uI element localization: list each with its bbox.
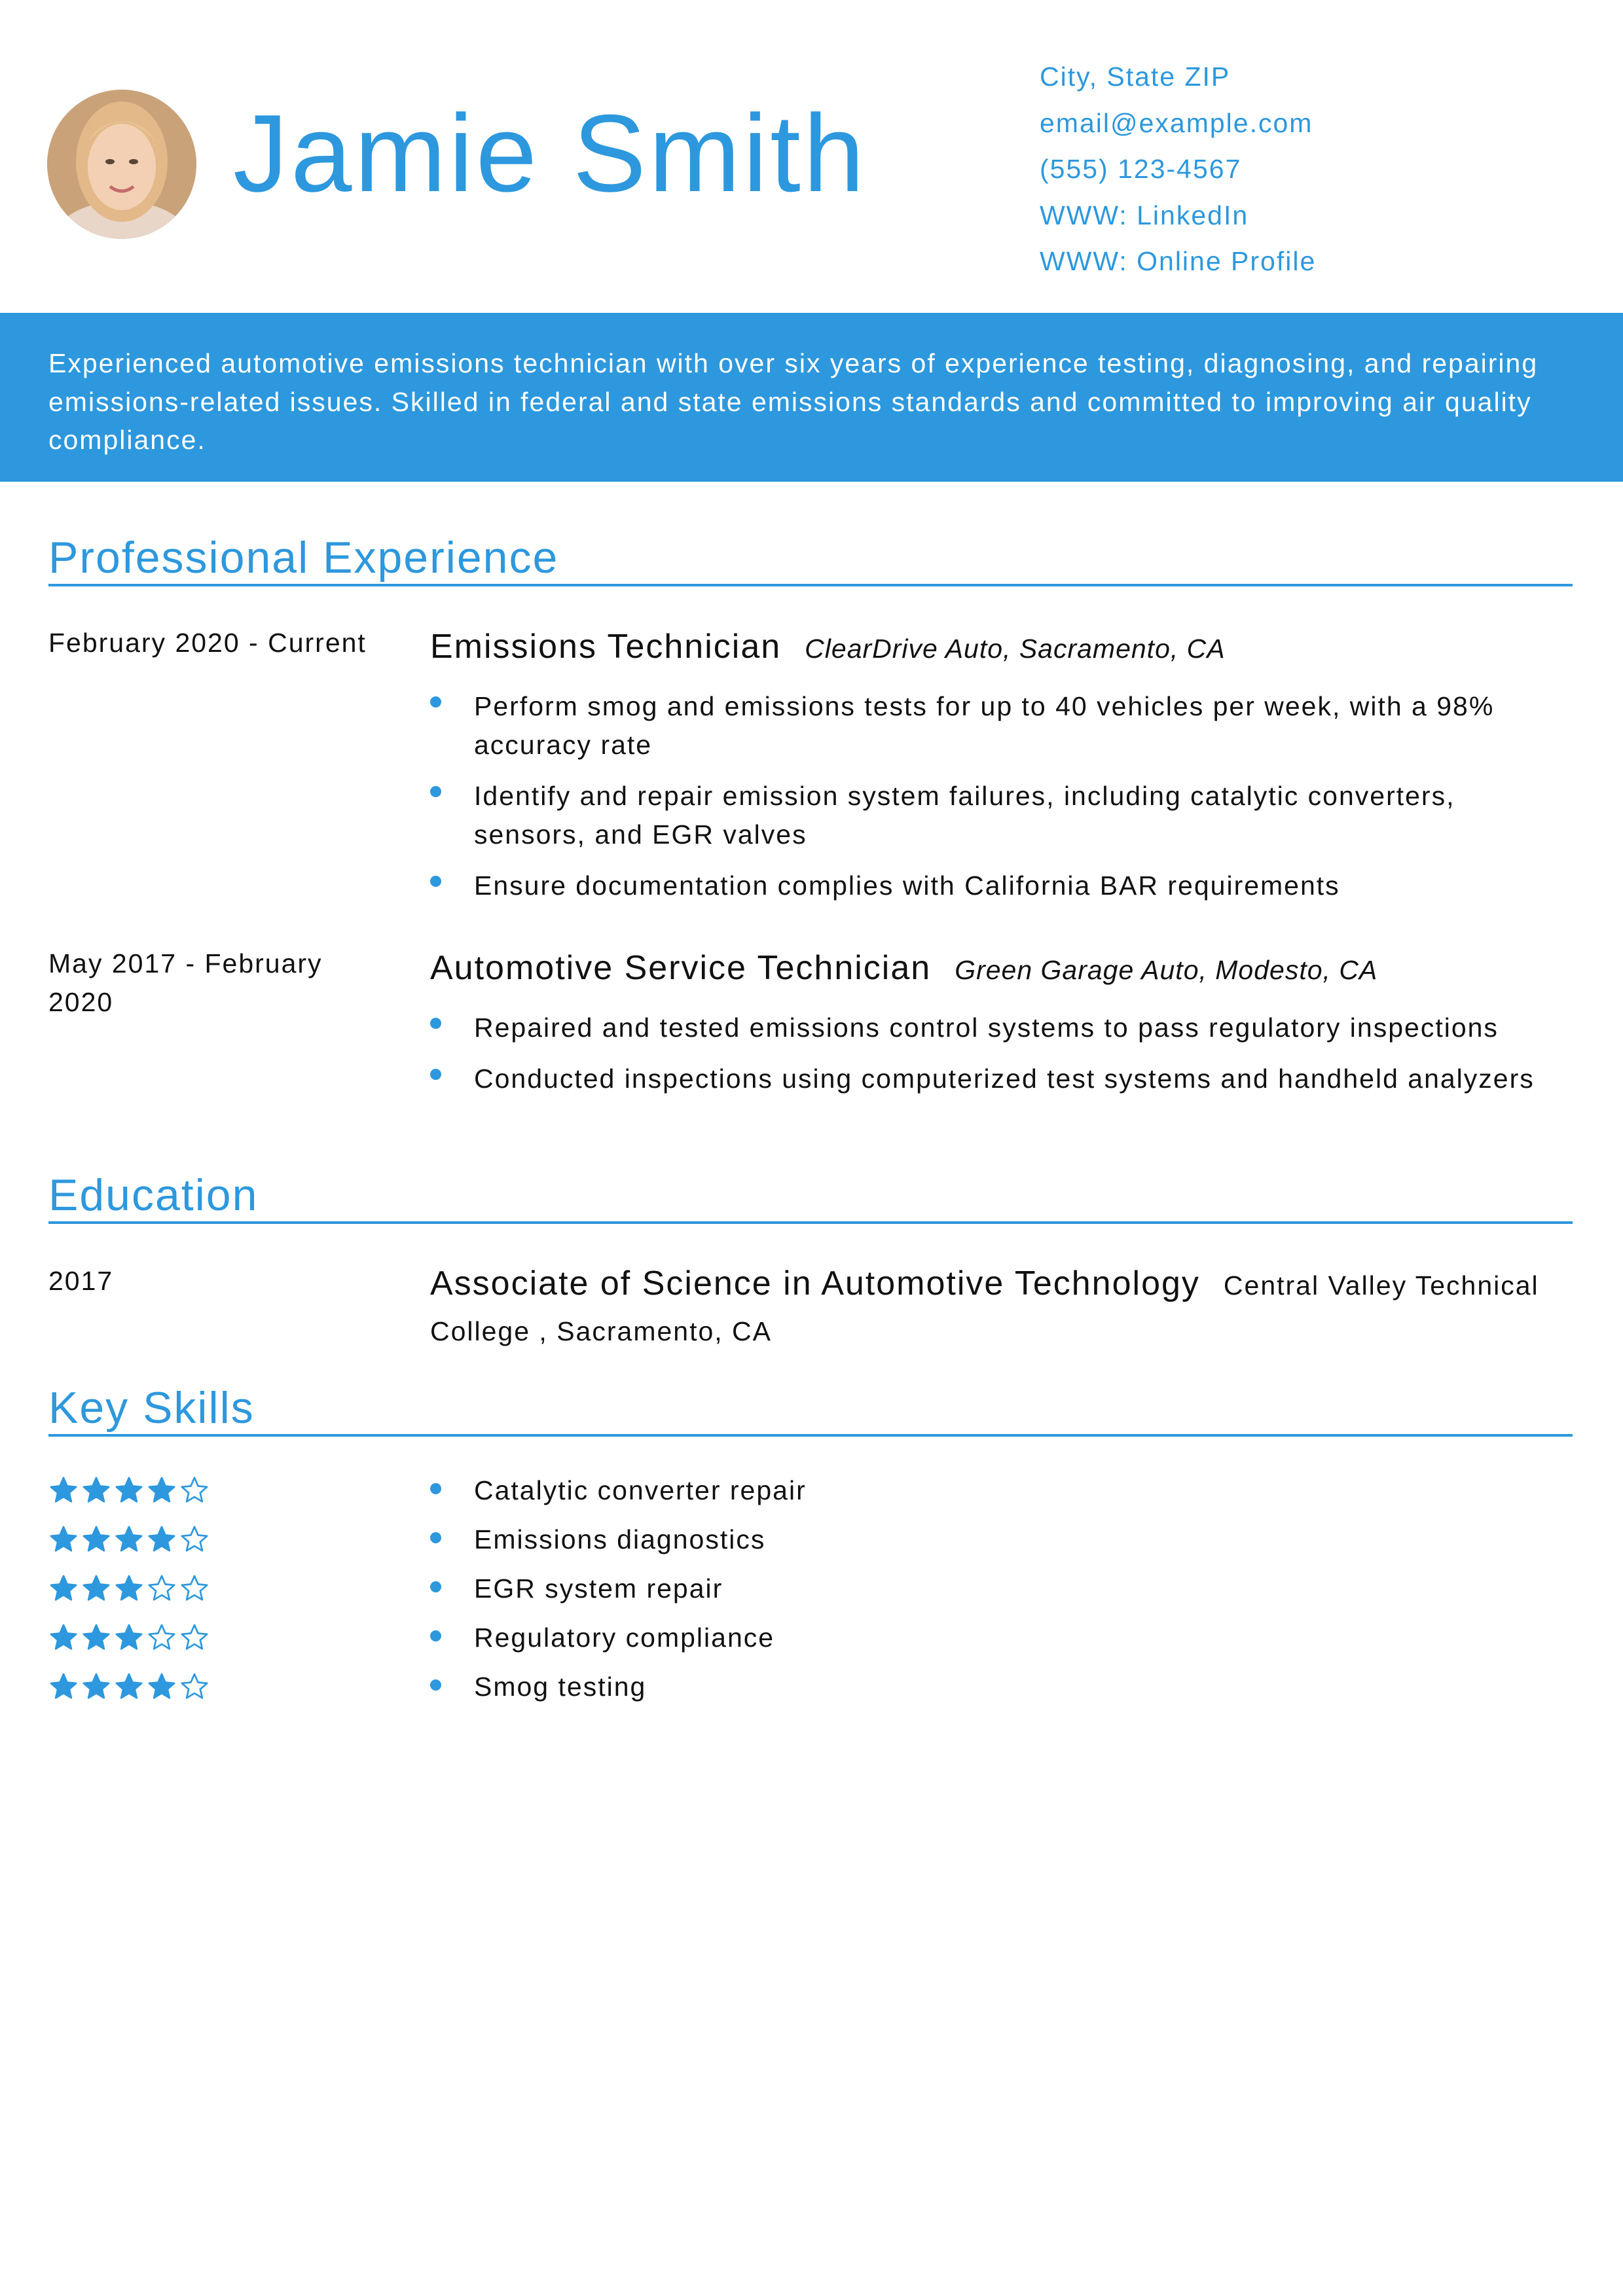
contact-info (1040, 54, 1316, 285)
contact-phone[interactable]: (555) 123-4567 (1040, 154, 1242, 184)
skills-divider (48, 1434, 1573, 1437)
star-filled-icon (147, 1672, 177, 1702)
star-filled-icon (48, 1623, 79, 1653)
star-filled-icon (48, 1573, 79, 1604)
experience-section-title: Professional Experience (48, 533, 559, 583)
portrait-image (47, 90, 196, 239)
education-section-title: Education (48, 1170, 259, 1220)
job-2-title: Automotive Service Technician (430, 949, 932, 987)
bullet-dot (430, 1532, 441, 1543)
skill-name-2: Emissions diagnostics (474, 1524, 766, 1554)
star-filled-icon (114, 1672, 144, 1702)
skill-rating-4 (48, 1623, 212, 1653)
star-empty-icon (179, 1623, 210, 1653)
star-empty-icon (147, 1573, 177, 1604)
star-empty-icon (179, 1672, 210, 1702)
bullet-dot (430, 1581, 441, 1592)
bullet-dot (430, 1679, 441, 1691)
star-empty-icon (179, 1524, 210, 1554)
star-empty-icon (179, 1573, 210, 1604)
education-divider (48, 1221, 1573, 1224)
skill-rating-1 (48, 1475, 212, 1505)
education-school: Central Valley Technical College , Sacramento, CA (430, 1270, 1539, 1346)
job-1-bullet-1: Perform smog and emissions tests for up to 40 vehicles per week, with a 98% accuracy rate (474, 691, 1495, 760)
star-filled-icon (114, 1475, 144, 1505)
skill-rating-5 (48, 1672, 212, 1702)
star-empty-icon (147, 1623, 177, 1653)
skill-name-5: Smog testing (474, 1672, 647, 1702)
bullet-dot (430, 1483, 441, 1494)
job-1-bullet-3: Ensure documentation complies with California BAR requirements (474, 870, 1340, 901)
job-2-bullet-2: Conducted inspections using computerized test systems and handheld analyzers (474, 1064, 1535, 1094)
job-2-dates: May 2017 - February 2020 (48, 948, 323, 1017)
education-entry (430, 1261, 1573, 1354)
experience-divider (48, 584, 1573, 586)
star-filled-icon (114, 1573, 144, 1604)
job-1-company: ClearDrive Auto, Sacramento, CA (805, 634, 1226, 664)
skill-name-3: EGR system repair (474, 1573, 723, 1604)
star-filled-icon (147, 1475, 177, 1505)
star-filled-icon (48, 1524, 79, 1554)
education-year: 2017 (48, 1266, 114, 1296)
star-filled-icon (48, 1672, 79, 1702)
bullet-dot (430, 876, 441, 887)
skill-name-4: Regulatory compliance (474, 1623, 775, 1653)
job-1-header (430, 627, 1226, 666)
job-2-bullet-1: Repaired and tested emissions control systems to pass regulatory inspections (474, 1013, 1499, 1043)
skill-name-1: Catalytic converter repair (474, 1475, 807, 1505)
star-filled-icon (48, 1475, 79, 1505)
contact-address: City, State ZIP (1040, 62, 1231, 92)
star-filled-icon (81, 1524, 111, 1554)
bullet-dot (430, 1630, 441, 1641)
job-2-header (430, 948, 1377, 988)
star-filled-icon (81, 1573, 111, 1604)
job-1-dates: February 2020 - Current (48, 628, 367, 658)
contact-email[interactable]: email@example.com (1040, 107, 1313, 138)
star-filled-icon (114, 1524, 144, 1554)
summary-text: Experienced automotive emissions technician with over six years of experience testing, diagnosing, and repairing emissions-related issues. Skilled in federal and state emissions standards and committed to improving air quality compliance. (48, 348, 1539, 455)
star-filled-icon (81, 1672, 111, 1702)
star-filled-icon (147, 1524, 177, 1554)
bullet-dot (430, 1018, 441, 1029)
profile-photo (47, 90, 196, 239)
star-empty-icon (179, 1475, 210, 1505)
star-filled-icon (81, 1475, 111, 1505)
bullet-dot (430, 696, 441, 708)
job-1-title: Emissions Technician (430, 628, 782, 666)
candidate-name: Jamie Smith (233, 92, 867, 215)
skill-rating-3 (48, 1573, 212, 1604)
job-1-bullet-2: Identify and repair emission system failures, including catalytic converters, sensors, and EGR valves (474, 781, 1455, 850)
star-filled-icon (81, 1623, 111, 1653)
star-filled-icon (114, 1623, 144, 1653)
contact-online-profile[interactable]: WWW: Online Profile (1040, 246, 1317, 276)
skill-rating-2 (48, 1524, 212, 1554)
bullet-dot (430, 1069, 441, 1080)
skills-section-title: Key Skills (48, 1383, 255, 1433)
job-2-company: Green Garage Auto, Modesto, CA (955, 955, 1378, 985)
education-degree: Associate of Science in Automotive Technology (430, 1265, 1200, 1302)
bullet-dot (430, 786, 441, 797)
contact-linkedin[interactable]: WWW: LinkedIn (1040, 200, 1249, 230)
